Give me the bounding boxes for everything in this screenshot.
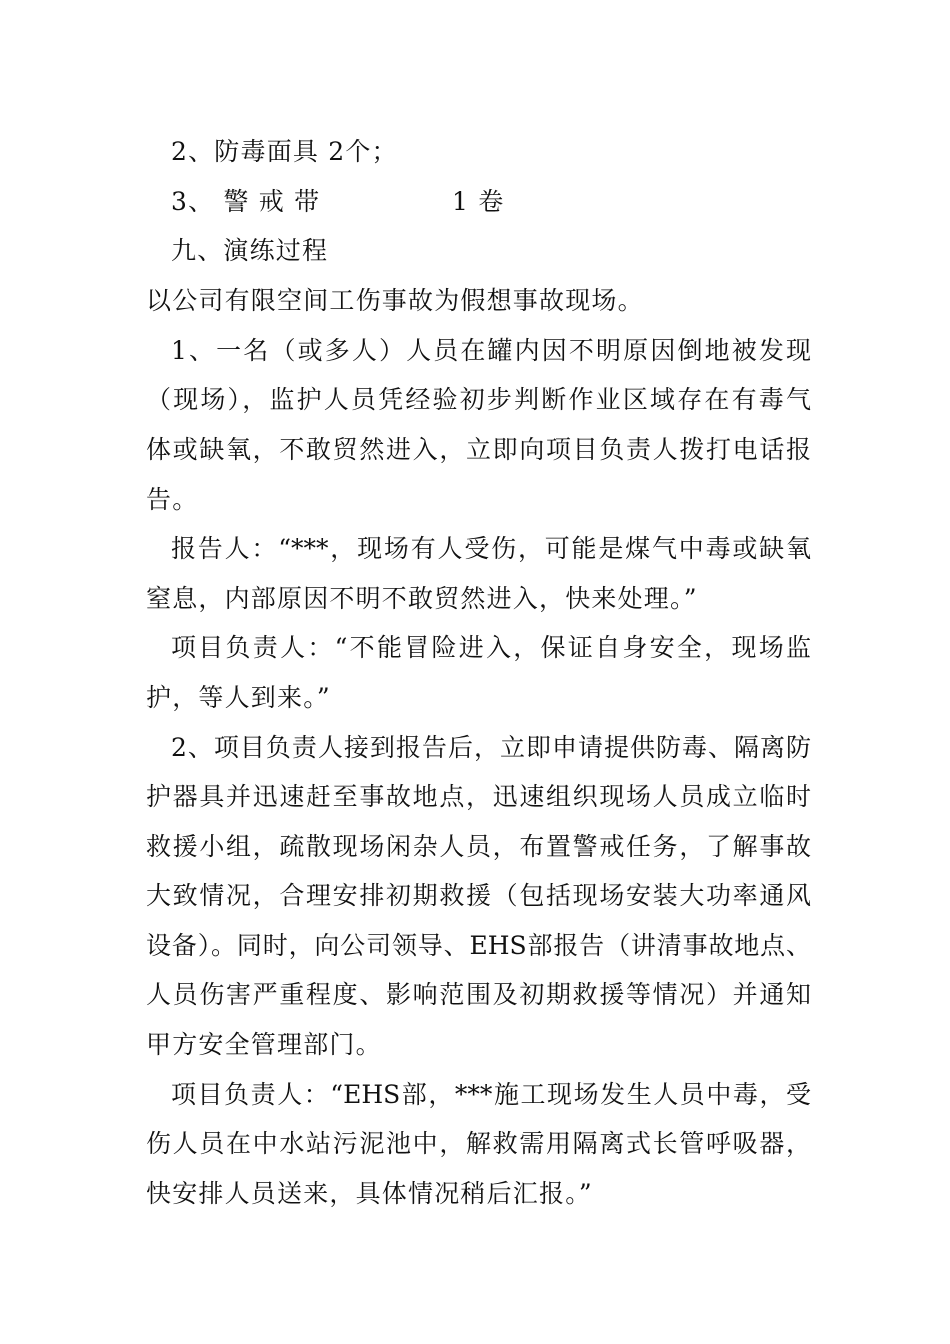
equipment-item-3-label: 3、 警 戒 带 <box>171 187 321 216</box>
equipment-item-3-quantity: 1 卷 <box>452 187 505 216</box>
step2-line-7: 甲方安全管理部门。 <box>146 1030 382 1059</box>
manager-call-line-3: 快安排人员送来，具体情况稍后汇报。” <box>146 1179 593 1208</box>
reporter-line-1: 报告人：“***，现场有人受伤，可能是煤气中毒或缺氧 <box>171 534 811 563</box>
manager-reply-line-1: 项目负责人：“不能冒险进入，保证自身安全，现场监 <box>171 633 811 662</box>
step1-line-4: 告。 <box>146 485 199 514</box>
scenario-text: 以公司有限空间工伤事故为假想事故现场。 <box>146 286 644 315</box>
manager-call-line-2: 伤人员在中水站污泥池中，解救需用隔离式长管呼吸器， <box>146 1129 811 1158</box>
manager-reply-line-2: 护，等人到来。” <box>146 683 331 712</box>
equipment-item-2: 2、防毒面具 2个； <box>171 137 398 166</box>
step1-line-3: 体或缺氧，不敢贸然进入，立即向项目负责人拨打电话报 <box>146 435 811 464</box>
step2-line-2: 护器具并迅速赶至事故地点，迅速组织现场人员成立临时 <box>146 782 811 811</box>
step2-line-1: 2、项目负责人接到报告后，立即申请提供防毒、隔离防 <box>171 733 811 762</box>
step2-line-6: 人员伤害严重程度、影响范围及初期救援等情况）并通知 <box>146 980 811 1009</box>
step2-line-3: 救援小组，疏散现场闲杂人员，布置警戒任务，了解事故 <box>146 832 811 861</box>
reporter-line-2: 窒息，内部原因不明不敢贸然进入，快来处理。” <box>146 584 698 613</box>
manager-call-line-1: 项目负责人：“EHS部，***施工现场发生人员中毒，受 <box>171 1080 811 1109</box>
step1-line-2: （现场），监护人员凭经验初步判断作业区域存在有毒气 <box>146 385 811 414</box>
section-heading: 九、演练过程 <box>171 236 329 265</box>
step2-line-5: 设备）。同时，向公司领导、EHS部报告（讲清事故地点、 <box>146 931 811 960</box>
step2-line-4: 大致情况，合理安排初期救援（包括现场安装大功率通风 <box>146 881 811 910</box>
step1-line-1: 1、一名（或多人）人员在罐内因不明原因倒地被发现 <box>171 336 811 365</box>
